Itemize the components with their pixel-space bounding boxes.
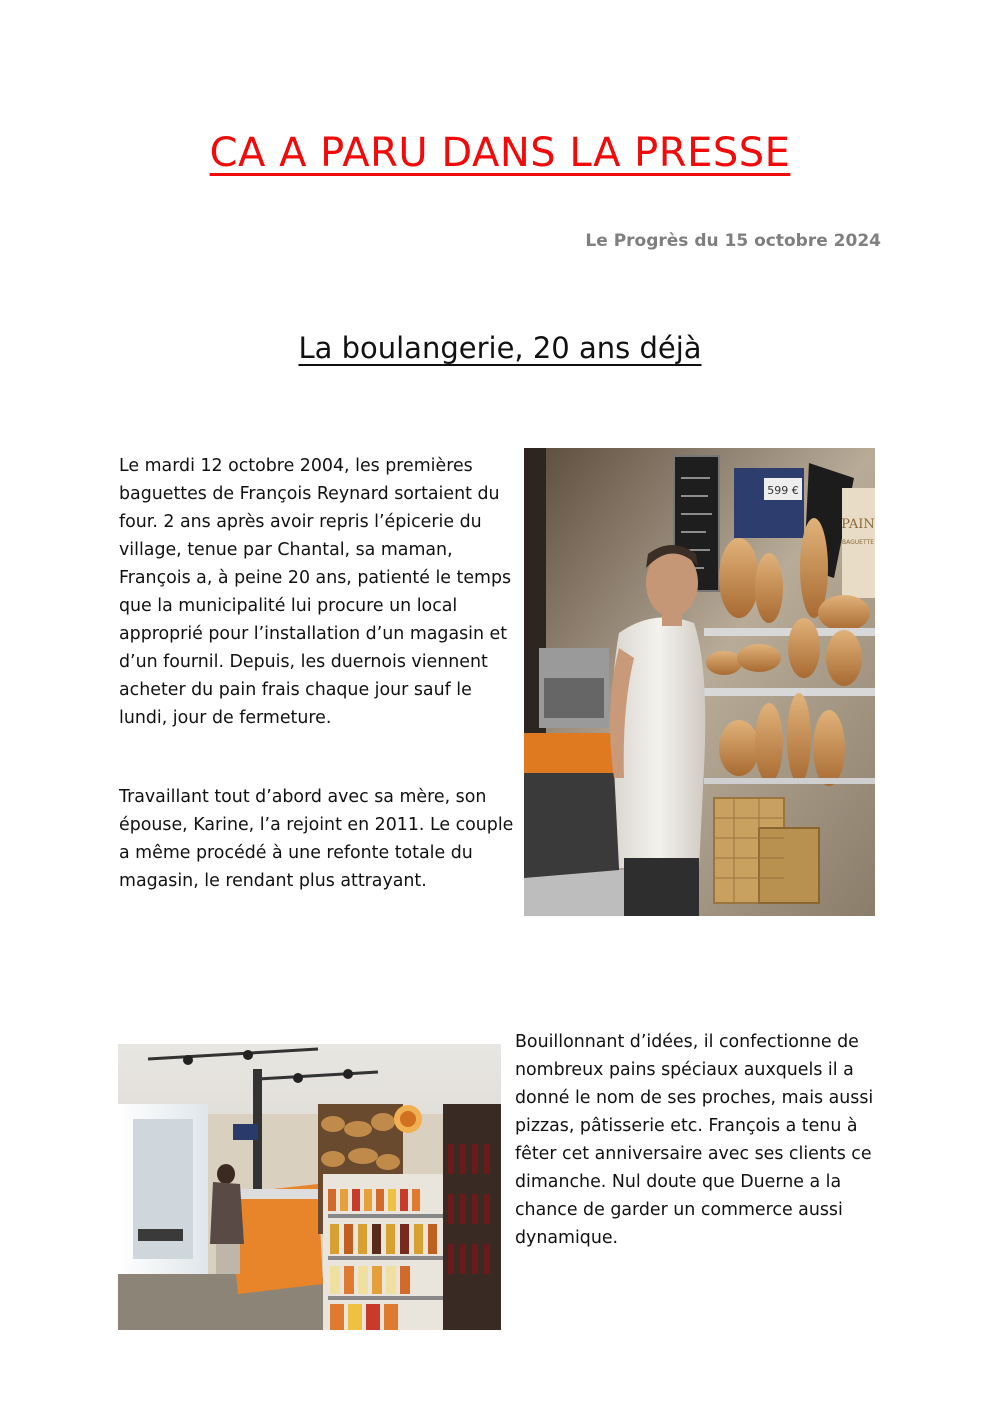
bread-sign: PAIN: [841, 517, 875, 532]
article-paragraph-2: Travaillant tout d’abord avec sa mère, son épouse, Karine, l’a rejoint en 2011. Le couple a même procédé à une refonte totale du magasin, le rendant plus attrayant.: [119, 787, 514, 891]
bread-sign-sub: BAGUETTE: [842, 539, 874, 546]
article-paragraph-1: Le mardi 12 octobre 2004, les premières baguettes de François Reynard sortaient du four. 2 ans après avoir repris l’épicerie du village, tenue par Chantal, sa maman, François a, à peine 20 ans, patienté le temps que la municipalité lui procure un local approprié pour l’installation d’un magasin et d’un fournil. Depuis, les duernois viennent acheter du pain frais chaque jour sauf le lundi, jour de fermeture.: [119, 456, 512, 728]
article-headline: La boulangerie, 20 ans déjà: [298, 331, 702, 365]
baker-photo: [524, 448, 875, 916]
page-title: CA A PARU DANS LA PRESSE: [209, 130, 791, 176]
press-source: Le Progrès du 15 octobre 2024: [585, 231, 881, 251]
article-paragraph-3: Bouillonnant d’idées, il confectionne de nombreux pains spéciaux auxquels il a donné le nom de ses proches, mais aussi pizzas, pâtisserie etc. François a tenu à fêter cet anniversaire avec ses clients ce dimanche. Nul doute que Duerne a la chance de garder un commerce aussi dynamique.: [515, 1032, 874, 1248]
price-tag: 599 €: [767, 484, 799, 497]
shop-interior-photo: [118, 1044, 501, 1330]
